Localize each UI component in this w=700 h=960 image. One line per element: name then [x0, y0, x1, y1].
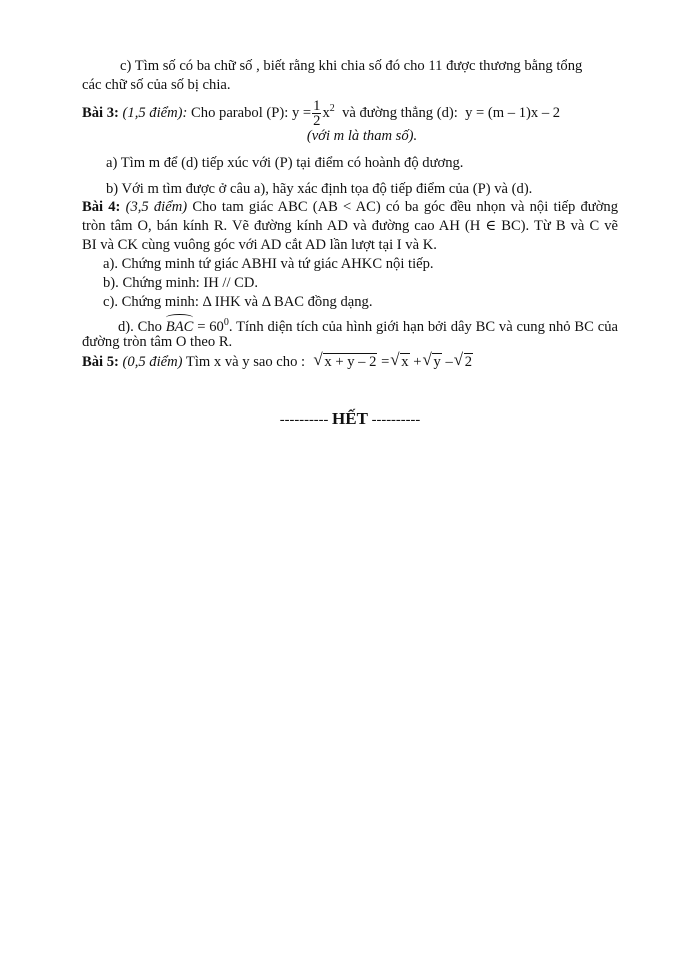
fraction-den: 2: [313, 113, 321, 130]
bai3-mid: và đường thẳng (d):: [342, 104, 458, 121]
bai3-a: a) Tìm m để (d) tiếp xúc với (P) tại điểm có hoành độ dương.: [106, 155, 464, 171]
plus: +: [413, 354, 422, 370]
degree-exp: 0: [223, 317, 229, 328]
bai5-points: (0,5 điểm): [122, 354, 183, 370]
parabol-lhs: y =: [291, 104, 312, 121]
bai3-b: b) Với m tìm được ở câu a), hãy xác định tọa độ tiếp điểm của (P) và (d).: [106, 181, 533, 197]
bai3-header: [82, 96, 618, 128]
sqrt-4: [455, 353, 473, 371]
parabol-x: x: [322, 104, 330, 121]
bai4-d-pre: d). Cho: [118, 318, 162, 335]
bai4-line1-text: Cho tam giác ABC (AB < AC) có ba góc đều nhọn và nội tiếp đường: [192, 199, 619, 215]
bai4-a: a). Chứng minh tứ giác ABHI và tứ giác AHKC nội tiếp.: [103, 256, 434, 272]
radicand: 2: [464, 354, 473, 370]
parabol-eq: [291, 98, 338, 130]
bai4-line2: tròn tâm O, bán kính R. Vẽ đường kính AD và đường cao AH (H ∈ BC). Từ B và C vẽ: [82, 218, 618, 234]
fraction-num: 1: [313, 98, 321, 115]
bai4-d-line2: đường tròn tâm O theo R.: [82, 334, 233, 350]
bai4-c: c). Chứng minh: Δ IHK và Δ BAC đồng dạng.: [103, 294, 373, 310]
minus: –: [445, 354, 453, 370]
dashes-left: ----------: [279, 412, 329, 428]
bai3-points: (1,5 điểm):: [122, 104, 188, 121]
fraction: [312, 99, 321, 128]
bai4-title: Bài 4:: [82, 199, 121, 215]
bai5: [82, 353, 618, 371]
bai3-note-text: (với m là tham số).: [306, 128, 418, 144]
bai2c-line2: các chữ số của số bị chia.: [82, 77, 231, 93]
sqrt-1: [314, 353, 377, 371]
bai3-note: [82, 127, 630, 145]
bai4-b: b). Chứng minh: IH // CD.: [103, 275, 259, 291]
bai3-title: Bài 3:: [82, 104, 119, 121]
bai2c-line1: c) Tìm số có ba chữ số , biết rằng khi chia số đó cho 11 được thương bằng tổng: [120, 58, 583, 74]
radicand: y: [433, 354, 441, 370]
sqrt-2: [391, 353, 409, 371]
angle-value: = 60: [197, 318, 224, 335]
bai4-line3: BI và CK cùng vuông góc với AD cắt AD lần lượt tại I và K.: [82, 237, 437, 253]
line-eq: y = (m – 1)x – 2: [465, 104, 561, 121]
sqrt-3: [423, 353, 441, 371]
bai5-title: Bài 5:: [82, 354, 119, 370]
bai3-intro: Cho parabol (P):: [191, 104, 289, 121]
bai4-line1: [82, 198, 618, 216]
bai4-d-post: . Tính diện tích của hình giới hạn bởi dây BC và cung nhỏ BC của: [228, 318, 618, 335]
angle-bac: BAC: [165, 318, 194, 335]
parabol-exp: 2: [329, 103, 335, 114]
bai4-points: (3,5 điểm): [125, 199, 188, 215]
radicand: x: [401, 354, 409, 370]
end-marker: [82, 410, 618, 429]
end-label: HẾT: [332, 409, 368, 428]
radicand: x + y – 2: [324, 354, 377, 370]
bai5-text: Tìm x và y sao cho :: [185, 354, 306, 370]
equals: =: [381, 354, 390, 370]
dashes-right: ----------: [371, 412, 421, 428]
